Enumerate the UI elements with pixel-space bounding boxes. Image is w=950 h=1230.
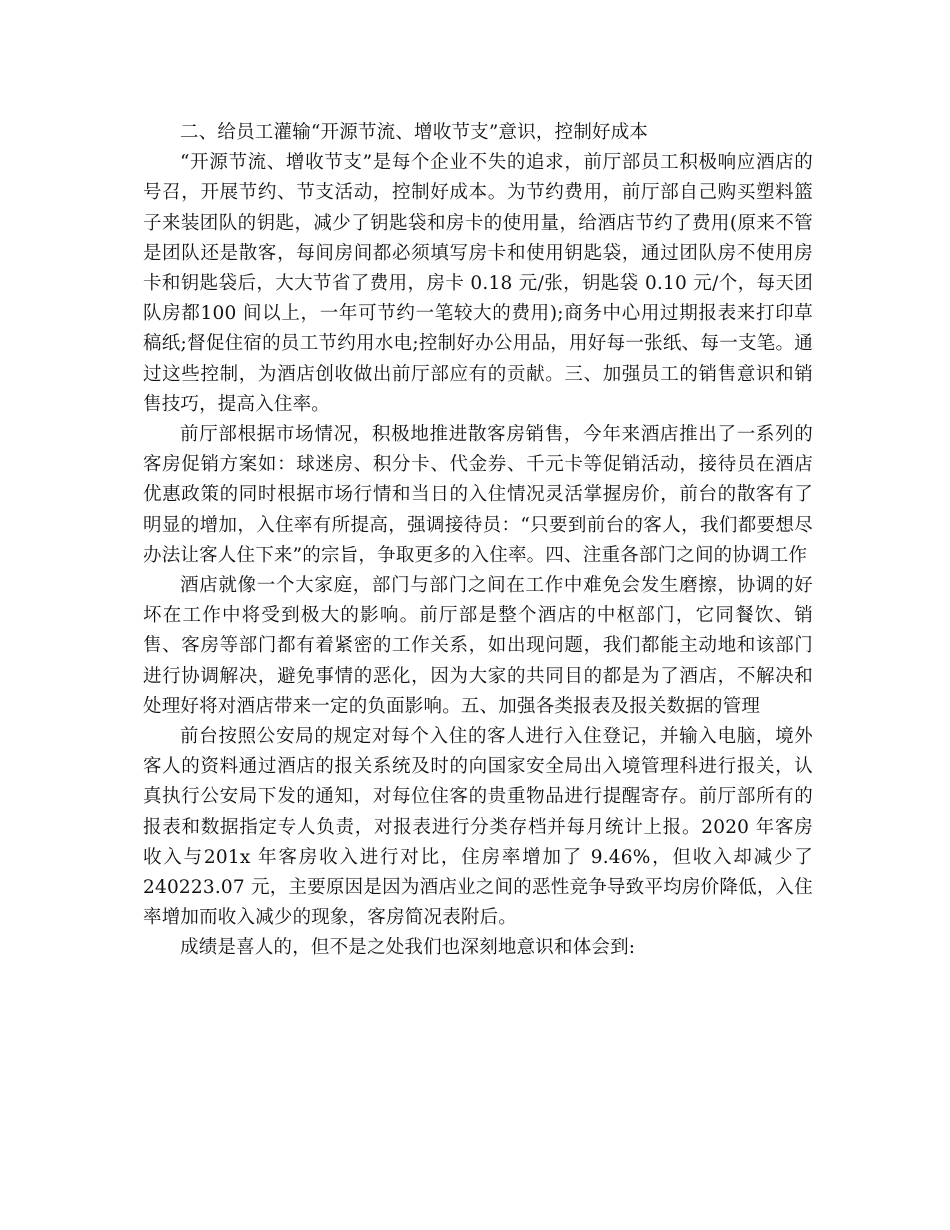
paragraph-sales-promotion: 前厅部根据市场情况，积极地推进散客房销售，今年来酒店推出了一系列的客房促销方案如：球迷房、积分卡、代金券、千元卡等促销活动，接待员在酒店优惠政策的同时根据市场行情和当日的入住情况灵活掌握房价，前台的散客有了明显的增加，入住率有所提高，强调接待员：“只要到前台的客人，我们都要想尽办法让客人住下来”的宗旨，争取更多的入住率。四、注重各部门之间的协调工作: [143, 424, 813, 566]
paragraph-cost-control: “开源节流、增收节支”是每个企业不失的追求，前厅部员工积极响应酒店的号召，开展节约、节支活动，控制好成本。为节约费用，前厅部自己购买塑料篮子来装团队的钥匙，减少了钥匙袋和房卡的使用量，给酒店节约了费用(原来不管是团队还是散客，每间房间都必须填写房卡和使用钥匙袋，通过团队房不使用房卡和钥匙袋后，大大节省了费用，房卡 0.18 元/张，钥匙袋 0.10 元/个，每天团队房都100 间以上，一年可节约一笔较大的费用);商务中心用过期报表来打印草稿纸;督促住宿的员工节约用水电;控制好办公用品，用好每一张纸、每一支笔。通过这些控制，为酒店创收做出前厅部应有的贡献。三、加强员工的销售意识和销售技巧，提高入住率。: [143, 152, 813, 415]
paragraph-report-management: 前台按照公安局的规定对每个入住的客人进行入住登记，并输入电脑，境外客人的资料通过酒店的报关系统及时的向国家安全局出入境管理科进行报关，认真执行公安局下发的通知，对每位住客的贵重物品进行提醒寄存。前厅部所有的报表和数据指定专人负责，对报表进行分类存档并每月统计上报。2020 年客房收入与201x 年客房收入进行对比，住房率增加了 9.46%，但收入却减少了 240223.07 元，主要原因是因为酒店业之间的恶性竞争导致平均房价降低，入住率增加而收入减少的现象，客房简况表附后。: [143, 726, 813, 929]
document-body: [143, 118, 813, 964]
section-heading-2: 二、给员工灌输“开源节流、增收节支”意识，控制好成本: [180, 122, 649, 143]
paragraph-department-coordination: 酒店就像一个大家庭，部门与部门之间在工作中难免会发生磨擦，协调的好坏在工作中将受到极大的影响。前厅部是整个酒店的中枢部门，它同餐饮、销售、客房等部门都有着紧密的工作关系，如出现问题，我们都能主动地和该部门进行协调解决，避免事情的恶化，因为大家的共同目的都是为了酒店，不解决和处理好将对酒店带来一定的负面影响。五、加强各类报表及报关数据的管理: [143, 575, 813, 717]
paragraph-shortcomings-intro: 成绩是喜人的，但不是之处我们也深刻地意识和体会到:: [180, 937, 636, 959]
